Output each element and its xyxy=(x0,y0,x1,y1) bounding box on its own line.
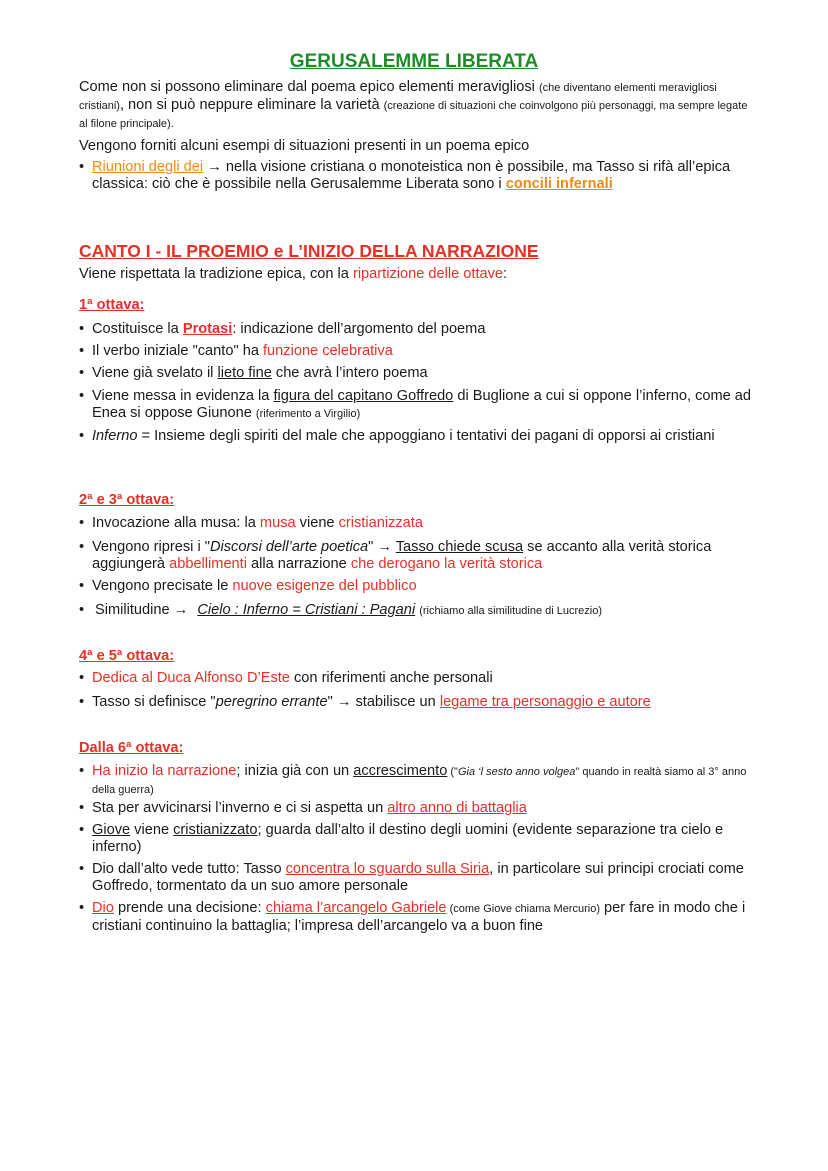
intro-text: Come non si possono eliminare dal poema epico elementi meravigliosi xyxy=(79,79,539,95)
highlight-text: cristianizzata xyxy=(338,515,423,531)
item-text: che avrà l’intero poema xyxy=(271,365,428,381)
highlight-text: Dio xyxy=(92,900,114,916)
item-text: ; guarda dall’alto il destino degli uomini (evidente separazione tra cielo e inferno) xyxy=(92,822,724,855)
list-item xyxy=(79,343,759,360)
intro-note: (creazione di situazioni che coinvolgono più personaggi, ma sempre legate al filone principale). xyxy=(79,100,748,130)
list-item xyxy=(79,694,759,711)
highlight-text: altro anno di battaglia xyxy=(387,800,527,816)
item-text: Vengono precisate le xyxy=(92,578,233,594)
item-text: per fare in modo che i cristiani continuino la battaglia; l’impresa dell’arcangelo va a buon fine xyxy=(92,900,746,934)
item-text: : xyxy=(503,266,508,282)
item-text: Viene messa in evidenza la xyxy=(92,388,274,404)
italic-text: Cielo : Inferno = Cristiani : Pagani xyxy=(197,602,416,618)
list-item xyxy=(79,428,759,445)
underlined-text: Tasso chiede scusa xyxy=(395,539,524,555)
list-item xyxy=(79,515,759,532)
highlight-text: ripartizione delle ottave xyxy=(352,266,504,282)
intro-note: (che diventano elementi meravigliosi cristiani) xyxy=(79,82,717,112)
item-text: " → xyxy=(368,539,396,555)
highlight-text: Riunioni degli dei xyxy=(92,159,204,175)
highlight-text: musa xyxy=(259,515,296,531)
section-heading: CANTO I - IL PROEMIO e L’INIZIO DELLA NARRAZIONE xyxy=(79,241,539,261)
italic-text: Inferno xyxy=(92,428,138,444)
item-note-text: (" xyxy=(447,766,458,778)
item-text: Costituisce la xyxy=(92,321,183,337)
underlined-text: cristianizzato xyxy=(173,822,258,838)
list-item xyxy=(79,763,759,799)
item-text: , in particolare sui principi crociati come Goffredo, tormentato da un suo amore personale xyxy=(92,861,744,894)
list-item xyxy=(79,900,759,935)
item-text: viene xyxy=(130,822,174,838)
list-item xyxy=(79,321,759,338)
list-item xyxy=(79,800,759,817)
subsection-heading: 2ª e 3ª ottava: xyxy=(79,492,175,508)
item-text: = Insieme degli spiriti del male che appoggiano i tentativi dei pagani di opporsi ai cristiani xyxy=(137,428,715,444)
list-item xyxy=(79,578,759,595)
underlined-text: lieto fine xyxy=(217,365,272,381)
item-note-text: " quando in realtà siamo al 3° anno della guerra) xyxy=(92,766,747,796)
intro-paragraph xyxy=(79,79,759,133)
subsection-heading: 4ª e 5ª ottava: xyxy=(79,648,175,664)
italic-text: peregrino errante xyxy=(215,694,328,710)
item-text: se accanto alla verità storica aggiungerà xyxy=(92,539,712,572)
underlined-text: figura del capitano Goffredo xyxy=(273,388,454,404)
item-note: (come Giove chiama Mercurio) xyxy=(446,903,600,915)
item-text: Similitudine → xyxy=(95,602,193,618)
highlight-text: concentra lo sguardo sulla Siria xyxy=(285,861,490,877)
list-item xyxy=(79,602,759,620)
item-text: : indicazione dell’argomento del poema xyxy=(232,321,486,337)
item-text: di Buglione a cui si oppone l’inferno, come ad Enea si oppose Giunone xyxy=(92,388,752,421)
list-item xyxy=(79,861,759,895)
highlight-text: chiama l’arcangelo Gabriele xyxy=(265,900,447,916)
highlight-text: abbellimenti xyxy=(169,556,247,572)
highlight-text: legame tra personaggio e autore xyxy=(439,694,651,710)
item-text: Il verbo iniziale "canto" ha xyxy=(92,343,263,359)
item-text: viene xyxy=(295,515,339,531)
intro-paragraph-2: Vengono forniti alcuni esempi di situazioni presenti in un poema epico xyxy=(79,138,530,154)
highlight-text: Dedica al Duca Alfonso D’Este xyxy=(92,670,290,686)
item-text: Dio dall’alto vede tutto: Tasso xyxy=(92,861,286,877)
page-title: GERUSALEMME LIBERATA xyxy=(289,51,539,72)
underlined-text: Giove xyxy=(92,822,131,838)
list-item xyxy=(79,365,759,382)
item-text: → nella visione cristiana o monoteistica non è possibile, ma Tasso si rifà all’epica classica: ciò che è possibile nella Gerusalemme Liberata sono i xyxy=(92,159,731,192)
highlight-text: Ha inizio la narrazione xyxy=(92,763,237,779)
list-item xyxy=(79,159,759,193)
item-text: con riferimenti anche personali xyxy=(289,670,493,686)
list-item xyxy=(79,539,759,573)
italic-text: Discorsi dell’arte poetica xyxy=(209,539,369,555)
item-text: ; inizia già con un xyxy=(236,763,354,779)
list-item xyxy=(79,822,759,856)
item-text: Sta per avvicinarsi l’inverno e ci si aspetta un xyxy=(92,800,388,816)
list-item xyxy=(79,388,759,423)
item-text: Viene rispettata la tradizione epica, con la xyxy=(79,266,353,282)
subsection-heading: 1ª ottava: xyxy=(79,297,145,313)
italic-text: Gia ‘l sesto anno volgea xyxy=(457,766,576,778)
highlight-text: concili infernali xyxy=(505,176,613,192)
intro-text: , non si può neppure eliminare la varietà xyxy=(119,97,384,113)
highlight-text: funzione celebrativa xyxy=(263,343,393,359)
highlight-text: Protasi xyxy=(182,321,233,337)
item-note: (riferimento a Virgilio) xyxy=(255,408,361,420)
underlined-text: accrescimento xyxy=(353,763,448,779)
section-intro xyxy=(79,266,759,283)
item-text: Viene già svelato il xyxy=(92,365,218,381)
highlight-text: nuove esigenze del pubblico xyxy=(232,578,417,594)
item-text: prende una decisione: xyxy=(113,900,266,916)
item-text: Invocazione alla musa: la xyxy=(92,515,260,531)
item-text: Vengono ripresi i " xyxy=(92,539,210,555)
item-text: " → stabilisce un xyxy=(327,694,440,710)
list-item xyxy=(79,670,759,687)
item-text: Tasso si definisce " xyxy=(92,694,216,710)
item-text: alla narrazione xyxy=(246,556,351,572)
subsection-heading: Dalla 6ª ottava: xyxy=(79,740,184,756)
highlight-text: che derogano la verità storica xyxy=(350,556,543,572)
item-note: (richiamo alla similitudine di Lucrezio) xyxy=(419,605,602,617)
